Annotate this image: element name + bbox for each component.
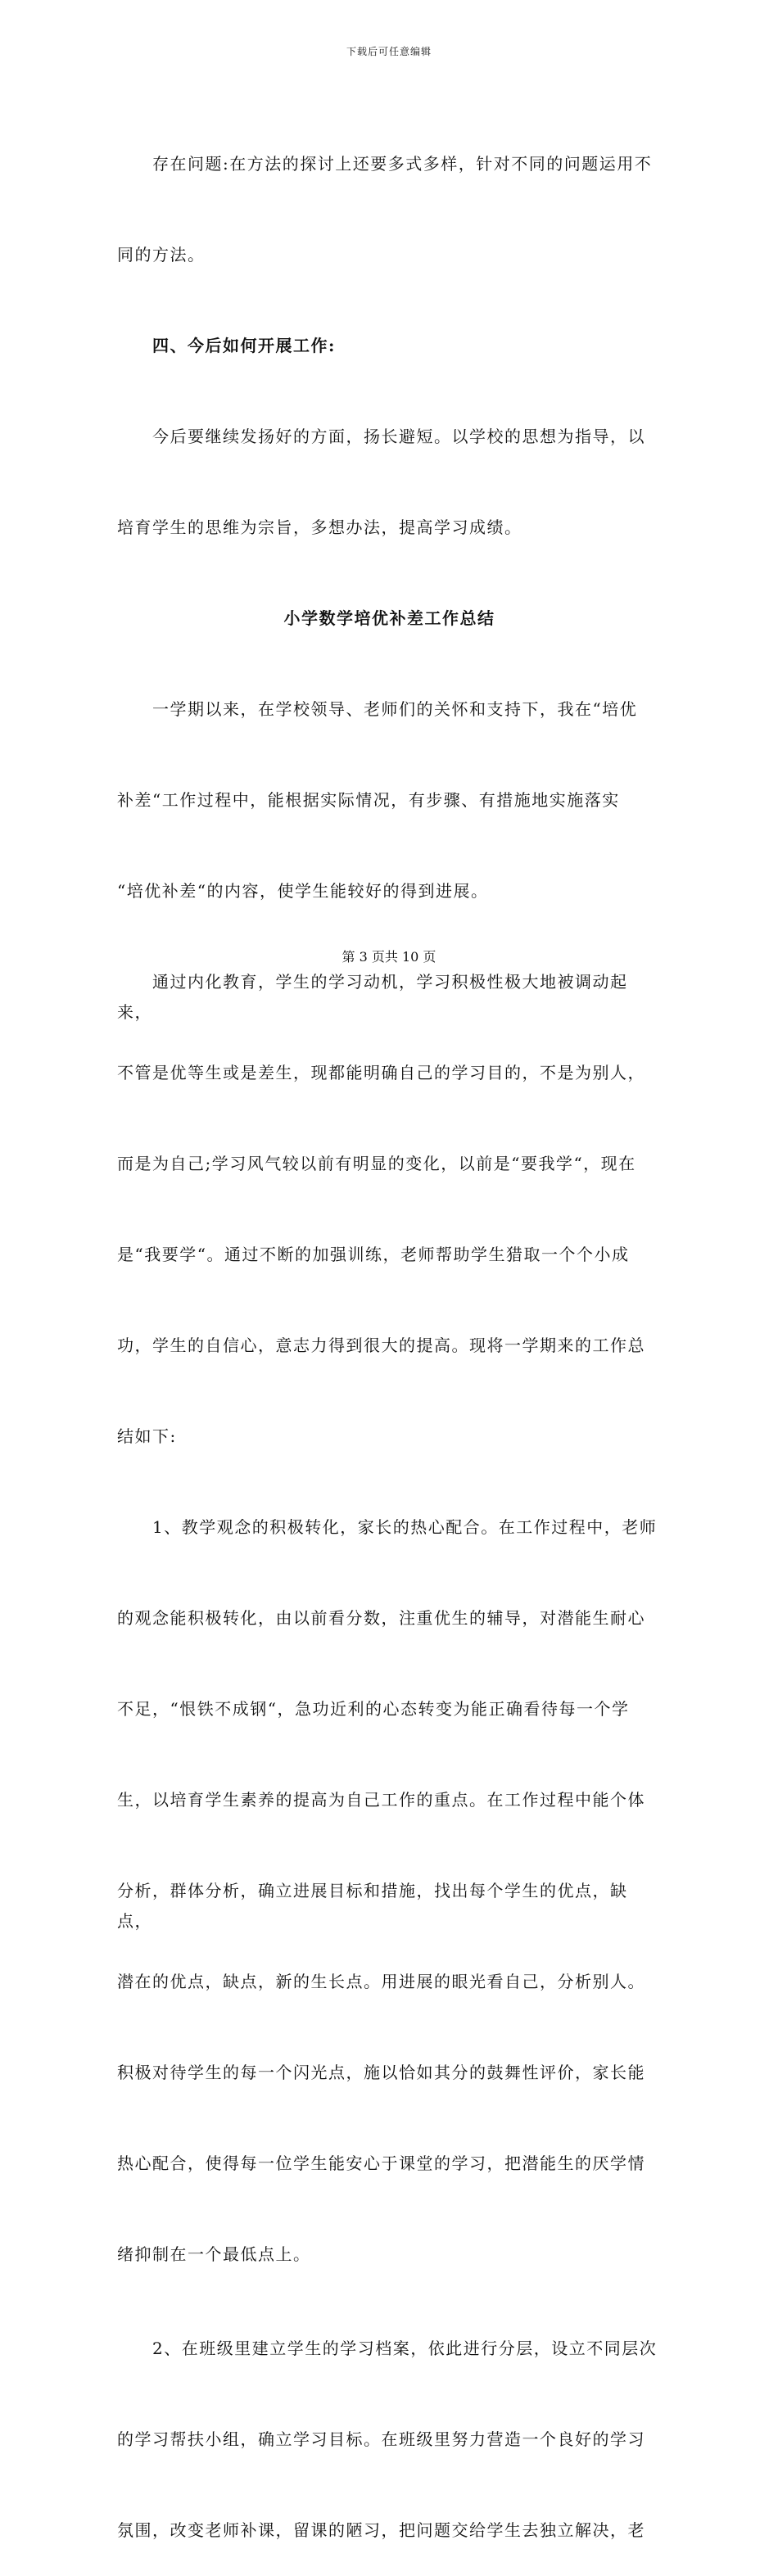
section-heading: 四、今后如何开展工作: [117, 336, 336, 355]
text-line: 而是为自己;学习风气较以前有明显的变化，以前是“要我学“，现在 [117, 1154, 636, 1173]
text-line: 潜在的优点，缺点，新的生长点。用进展的眼光看自己，分析别人。 [117, 1972, 645, 1991]
text-line: 的学习帮扶小组，确立学习目标。在班级里努力营造一个良好的学习 [117, 2429, 645, 2449]
text-line: 分析，群体分析，确立进展目标和措施，找出每个学生的优点，缺点， [117, 1881, 628, 1931]
text-line: 绪抑制在一个最低点上。 [117, 2244, 311, 2264]
text-line: 不管是优等生或是差生，现都能明确自己的学习目的，不是为别人， [117, 1063, 645, 1082]
text-line: 2、在班级里建立学生的学习档案，依此进行分层，设立不同层次 [117, 2339, 658, 2358]
text-line: 是“我要学“。通过不断的加强训练，老师帮助学生猎取一个个小成 [117, 1245, 630, 1264]
text-line: 热心配合，使得每一位学生能安心于课堂的学习，把潜能生的厌学情 [117, 2153, 645, 2173]
page-header: 下载后可任意编辑 [346, 46, 432, 57]
text-line: 补差“工作过程中，能根据实际情况，有步骤、有措施地实施落实 [117, 790, 620, 810]
text-line: 存在问题:在方法的探讨上还要多式多样，针对不同的问题运用不 [117, 154, 653, 174]
text-line: 不足，“恨铁不成钢“，急功近利的心态转变为能正确看待每一个学 [117, 1699, 630, 1719]
text-line: 培育学生的思维为宗旨，多想办法，提高学习成绩。 [117, 517, 522, 537]
text-line: 一学期以来，在学校领导、老师们的关怀和支持下，我在“培优 [117, 699, 638, 719]
text-line: 积极对待学生的每一个闪光点，施以恰如其分的鼓舞性评价，家长能 [117, 2063, 645, 2082]
document-body [117, 88, 662, 2576]
text-line: 生，以培育学生素养的提高为自己工作的重点。在工作过程中能个体 [117, 1790, 645, 1810]
page-footer: 第 3 页共 10 页 [342, 949, 436, 965]
text-line: 通过内化教育，学生的学习动机，学习积极性极大地被调动起来， [117, 972, 628, 1022]
text-line: 今后要继续发扬好的方面，扬长避短。以学校的思想为指导，以 [117, 427, 645, 446]
text-line: 结如下: [117, 1426, 177, 1446]
text-line: 的观念能积极转化，由以前看分数，注重优生的辅导，对潜能生耐心 [117, 1608, 645, 1628]
text-line: 功，学生的自信心，意志力得到很大的提高。现将一学期来的工作总 [117, 1335, 645, 1355]
text-line: 同的方法。 [117, 245, 206, 264]
text-line: 氛围，改变老师补课，留课的陋习，把问题交给学生去独立解决，老 [117, 2520, 645, 2540]
text-line: “培优补差“的内容，使学生能较好的得到进展。 [117, 881, 489, 901]
text-line: 1、教学观念的积极转化，家长的热心配合。在工作过程中，老师 [117, 1517, 658, 1537]
document-title: 小学数学培优补差工作总结 [283, 608, 495, 628]
